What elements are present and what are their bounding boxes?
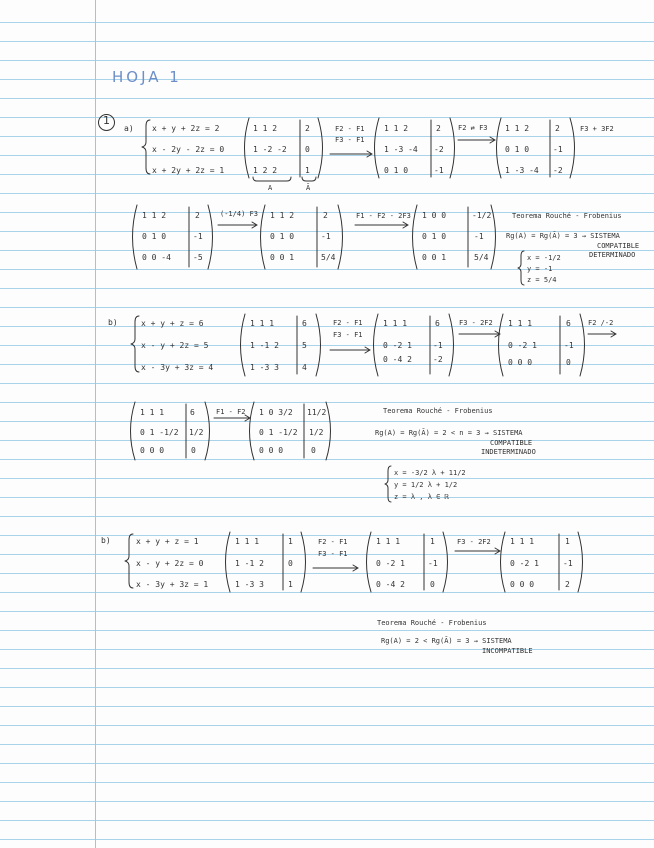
- part-a-m5-row2-rhs: -1: [321, 232, 331, 241]
- part-a-m2-right-bracket: [450, 118, 455, 178]
- part-b1-m5-right-bracket: [326, 402, 331, 460]
- part-a-m6-right-bracket: [491, 205, 496, 269]
- part-a-m3-right-bracket: [570, 118, 575, 178]
- part-a-m5-row2: 0 1 0: [270, 232, 295, 241]
- part-a-m2-row2: 1 -3 -4: [384, 145, 418, 154]
- part-b2-label: b): [101, 536, 111, 545]
- part-a-m1-row3-rhs: 1: [305, 166, 310, 175]
- part-a-m6-row1-rhs: -1/2: [472, 211, 492, 220]
- part-b2-eq-2: x - y + 2z = 0: [136, 559, 204, 568]
- part-b2-m3-right-bracket: [578, 532, 583, 592]
- part-b1-m2-right-bracket: [449, 314, 454, 376]
- part-a-m6-row1: 1 0 0: [422, 211, 447, 220]
- part-a-m4-right-bracket: [208, 205, 213, 269]
- part-b1-m1-row2-rhs: 5: [302, 341, 307, 350]
- part-a-m4-row2-rhs: -1: [193, 232, 203, 241]
- part-b2-brace: [125, 534, 133, 588]
- part-b2-op1-line1: F2 - F1: [318, 538, 348, 546]
- part-b2-eq-3: x - 3y + 3z = 1: [136, 580, 209, 589]
- part-b1-m2-row2: 0 -2 1: [383, 341, 412, 350]
- part-b1-m4-row2: 0 1 -1/2: [140, 428, 179, 437]
- part-b2-m1-row2-rhs: 0: [288, 559, 293, 568]
- part-a-m5-right-bracket: [338, 205, 343, 269]
- part-b2-m3-row3-rhs: 2: [565, 580, 570, 589]
- part-b1-m4-left-bracket: [131, 402, 136, 460]
- part-b1-m2-row1: 1 1 1: [383, 319, 408, 328]
- part-b1-m1-row3: 1 -3 3: [250, 363, 279, 372]
- part-a-m4-left-bracket: [133, 205, 138, 269]
- part-b1-eq-2: x - y + 2z = 5: [141, 341, 209, 350]
- part-a-m1-row1-rhs: 2: [305, 124, 310, 133]
- page-title: HOJA 1: [112, 68, 182, 86]
- part-a-m6-row3: 0 0 1: [422, 253, 447, 262]
- part-b1-m5-row2: 0 1 -1/2: [259, 428, 298, 437]
- part-a-m5-row3-rhs: 5/4: [321, 253, 336, 262]
- part-a-brace: [142, 120, 150, 174]
- part-a-solution-brace: [518, 251, 524, 285]
- part-b1-m4-row1-rhs: 6: [190, 408, 195, 417]
- part-b1-class-2: INDETERMINADO: [481, 448, 536, 456]
- part-b1-m3-right-bracket: [580, 314, 585, 376]
- part-a-m1-underline-A: [253, 177, 291, 181]
- part-a-m3-left-bracket: [497, 118, 502, 178]
- part-a-m6-row2-rhs: -1: [474, 232, 484, 241]
- part-a-op5: F1 - F2 - 2F3: [356, 212, 411, 220]
- part-a-m2-row1-rhs: 2: [436, 124, 441, 133]
- part-a-sol-x: x = -1/2: [527, 254, 561, 262]
- part-b1-sol-z: z = λ , λ ∈ ℝ: [394, 493, 449, 501]
- part-b2-m2-row1: 1 1 1: [376, 537, 401, 546]
- part-b1-m4-row2-rhs: 1/2: [189, 428, 204, 437]
- part-a-label-A-bar: Ā: [306, 184, 311, 192]
- part-b2-eq-1: x + y + z = 1: [136, 537, 199, 546]
- part-a-m4-row3: 0 0 -4: [142, 253, 171, 262]
- part-b1-m1-right-bracket: [316, 314, 321, 376]
- part-a-m3-row1-rhs: 2: [555, 124, 560, 133]
- part-b1-eq-1: x + y + z = 6: [141, 319, 204, 328]
- part-b2-m1-left-bracket: [226, 532, 231, 592]
- part-a-m4-row1: 1 1 2: [142, 211, 167, 220]
- part-b1-m3-row2: 0 -2 1: [508, 341, 537, 350]
- part-a-m5-row3: 0 0 1: [270, 253, 295, 262]
- part-a-label-A: A: [268, 184, 273, 192]
- part-a-sol-z: z = 5/4: [527, 276, 557, 284]
- part-b1-op1-line1: F2 - F1: [333, 319, 363, 327]
- part-a-m2-left-bracket: [375, 118, 380, 178]
- part-b1-op1-line2: F3 - F1: [333, 331, 363, 339]
- part-b1-solution-brace: [385, 466, 391, 502]
- part-b2-m3-row2: 0 -2 1: [510, 559, 539, 568]
- part-a-m4-row3-rhs: -5: [193, 253, 203, 262]
- part-b1-sol-y: y = 1/2 λ + 1/2: [394, 481, 458, 489]
- part-b2-m1-row3-rhs: 1: [288, 580, 293, 589]
- part-b1-m5-row1-rhs: 11/2: [307, 408, 327, 417]
- part-b2-m2-right-bracket: [443, 532, 448, 592]
- part-a-theorem: Teorema Rouché - Frobenius: [512, 212, 622, 220]
- part-a-m3-row3-rhs: -2: [553, 166, 563, 175]
- part-a-class-1: COMPATIBLE: [597, 242, 640, 250]
- part-b1-eq-3: x - 3y + 3z = 4: [141, 363, 214, 372]
- part-b1-m5-row3-rhs: 0: [311, 446, 316, 455]
- part-b1-m5-left-bracket: [250, 402, 255, 460]
- exercise-number: 1: [103, 114, 110, 127]
- part-b1-op3: F2 /-2: [588, 319, 614, 327]
- part-b2-m1-row1-rhs: 1: [288, 537, 293, 546]
- part-b1-m5-row1: 1 0 3/2: [259, 408, 293, 417]
- part-a-m1-row2: 1 -2 -2: [253, 145, 287, 154]
- part-b2-m2-row3-rhs: 0: [430, 580, 435, 589]
- part-a-m1-row2-rhs: 0: [305, 145, 310, 154]
- part-b1-label: b): [108, 318, 118, 327]
- part-a-m3-row2-rhs: -1: [553, 145, 563, 154]
- part-b1-m3-left-bracket: [499, 314, 504, 376]
- part-b2-op1-line2: F3 - F1: [318, 550, 348, 558]
- part-a-class-2: DETERMINADO: [589, 251, 636, 259]
- part-a-m1-row1: 1 1 2: [253, 124, 278, 133]
- part-a-m5-row1: 1 1 2: [270, 211, 295, 220]
- part-b2-m3-row1-rhs: 1: [565, 537, 570, 546]
- part-b1-sol-x: x = -3/2 λ + 11/2: [394, 469, 466, 477]
- part-a-m2-row3-rhs: -1: [434, 166, 444, 175]
- part-b2-m1-row2: 1 -1 2: [235, 559, 264, 568]
- part-a-m2-row1: 1 1 2: [384, 124, 409, 133]
- part-b1-m3-row2-rhs: -1: [564, 341, 574, 350]
- part-a-m1-row3: 1 2 2: [253, 166, 278, 175]
- part-b1-class-1: COMPATIBLE: [490, 439, 533, 447]
- part-b1-m1-row2: 1 -1 2: [250, 341, 279, 350]
- part-a-rank: Rg(A) = Rg(Ā) = 3 → SISTEMA: [506, 232, 620, 240]
- part-b2-m2-row3: 0 -4 2: [376, 580, 405, 589]
- part-b2-m2-left-bracket: [367, 532, 372, 592]
- part-a-m5-row1-rhs: 2: [323, 211, 328, 220]
- part-b1-m2-row3: 0 -4 2: [383, 355, 412, 364]
- part-a-m6-row3-rhs: 5/4: [474, 253, 489, 262]
- part-b1-m4-row3-rhs: 0: [191, 446, 196, 455]
- part-b1-m2-row2-rhs: -1: [433, 341, 443, 350]
- part-a-eq-2: x - 2y - 2z = 0: [152, 145, 225, 154]
- part-b1-m1-row1-rhs: 6: [302, 319, 307, 328]
- part-b2-m1-right-bracket: [301, 532, 306, 592]
- part-b2-class-1: INCOMPATIBLE: [482, 647, 533, 655]
- part-b1-m2-row1-rhs: 6: [435, 319, 440, 328]
- part-a-m2-row3: 0 1 0: [384, 166, 409, 175]
- part-a-m1-underline-Abar: [302, 177, 316, 181]
- part-b1-m3-row3-rhs: 0: [566, 358, 571, 367]
- part-a-op1-line2: F3 - F1: [335, 136, 365, 144]
- part-a-m3-row3: 1 -3 -4: [505, 166, 539, 175]
- part-b1-brace: [131, 316, 139, 372]
- part-a-m3-row2: 0 1 0: [505, 145, 530, 154]
- part-b1-op2: F3 - 2F2: [459, 319, 493, 327]
- part-b2-m2-row1-rhs: 1: [430, 537, 435, 546]
- part-b2-theorem: Teorema Rouché - Frobenius: [377, 619, 487, 627]
- part-a-eq-1: x + y + 2z = 2: [152, 124, 220, 133]
- part-a-label: a): [124, 124, 134, 133]
- part-a-op1-line1: F2 - F1: [335, 125, 365, 133]
- part-b1-m3-row1: 1 1 1: [508, 319, 533, 328]
- part-b2-op2: F3 - 2F2: [457, 538, 491, 546]
- part-b1-m5-row3: 0 0 0: [259, 446, 284, 455]
- part-a-m4-row1-rhs: 2: [195, 211, 200, 220]
- part-b2-m3-row1: 1 1 1: [510, 537, 535, 546]
- part-a-m4-row2: 0 1 0: [142, 232, 167, 241]
- part-b2-rank: Rg(A) = 2 < Rg(Ā) = 3 → SISTEMA: [381, 637, 512, 645]
- part-b1-m4-row3: 0 0 0: [140, 446, 165, 455]
- part-b1-m1-row1: 1 1 1: [250, 319, 275, 328]
- part-a-m2-row2-rhs: -2: [434, 145, 444, 154]
- part-b2-m3-row2-rhs: -1: [563, 559, 573, 568]
- part-b1-m2-left-bracket: [374, 314, 379, 376]
- part-a-m1-right-bracket: [318, 118, 323, 178]
- part-b1-m4-right-bracket: [205, 402, 210, 460]
- part-b1-theorem: Teorema Rouché - Frobenius: [383, 407, 493, 415]
- part-b2-m1-row3: 1 -3 3: [235, 580, 264, 589]
- part-a-m6-left-bracket: [413, 205, 418, 269]
- part-b1-rank: Rg(A) = Rg(Ā) = 2 < n = 3 → SISTEMA: [375, 429, 523, 437]
- part-b2-m2-row2: 0 -2 1: [376, 559, 405, 568]
- part-a-eq-3: x + 2y + 2z = 1: [152, 166, 225, 175]
- part-b2-m3-row3: 0 0 0: [510, 580, 535, 589]
- part-b1-m5-row2-rhs: 1/2: [309, 428, 324, 437]
- part-a-op4: (-1/4) F3: [220, 210, 258, 218]
- part-b1-m2-row3-rhs: -2: [433, 355, 443, 364]
- part-b2-m1-row1: 1 1 1: [235, 537, 260, 546]
- part-a-m3-row1: 1 1 2: [505, 124, 530, 133]
- part-b2-m2-row2-rhs: -1: [428, 559, 438, 568]
- part-b1-m3-row3: 0 0 0: [508, 358, 533, 367]
- part-a-m6-row2: 0 1 0: [422, 232, 447, 241]
- part-b1-m1-left-bracket: [241, 314, 246, 376]
- part-b2-m3-left-bracket: [501, 532, 506, 592]
- part-b1-m1-row3-rhs: 4: [302, 363, 307, 372]
- part-a-m5-left-bracket: [261, 205, 266, 269]
- part-a-op2: F2 ⇄ F3: [458, 124, 488, 132]
- part-a-op3: F3 + 3F2: [580, 125, 614, 133]
- part-a-m1-left-bracket: [245, 118, 250, 178]
- part-b1-op4: F1 - F2: [216, 408, 246, 416]
- part-b1-m3-row1-rhs: 6: [566, 319, 571, 328]
- part-a-sol-y: y = -1: [527, 265, 553, 273]
- part-b1-m4-row1: 1 1 1: [140, 408, 165, 417]
